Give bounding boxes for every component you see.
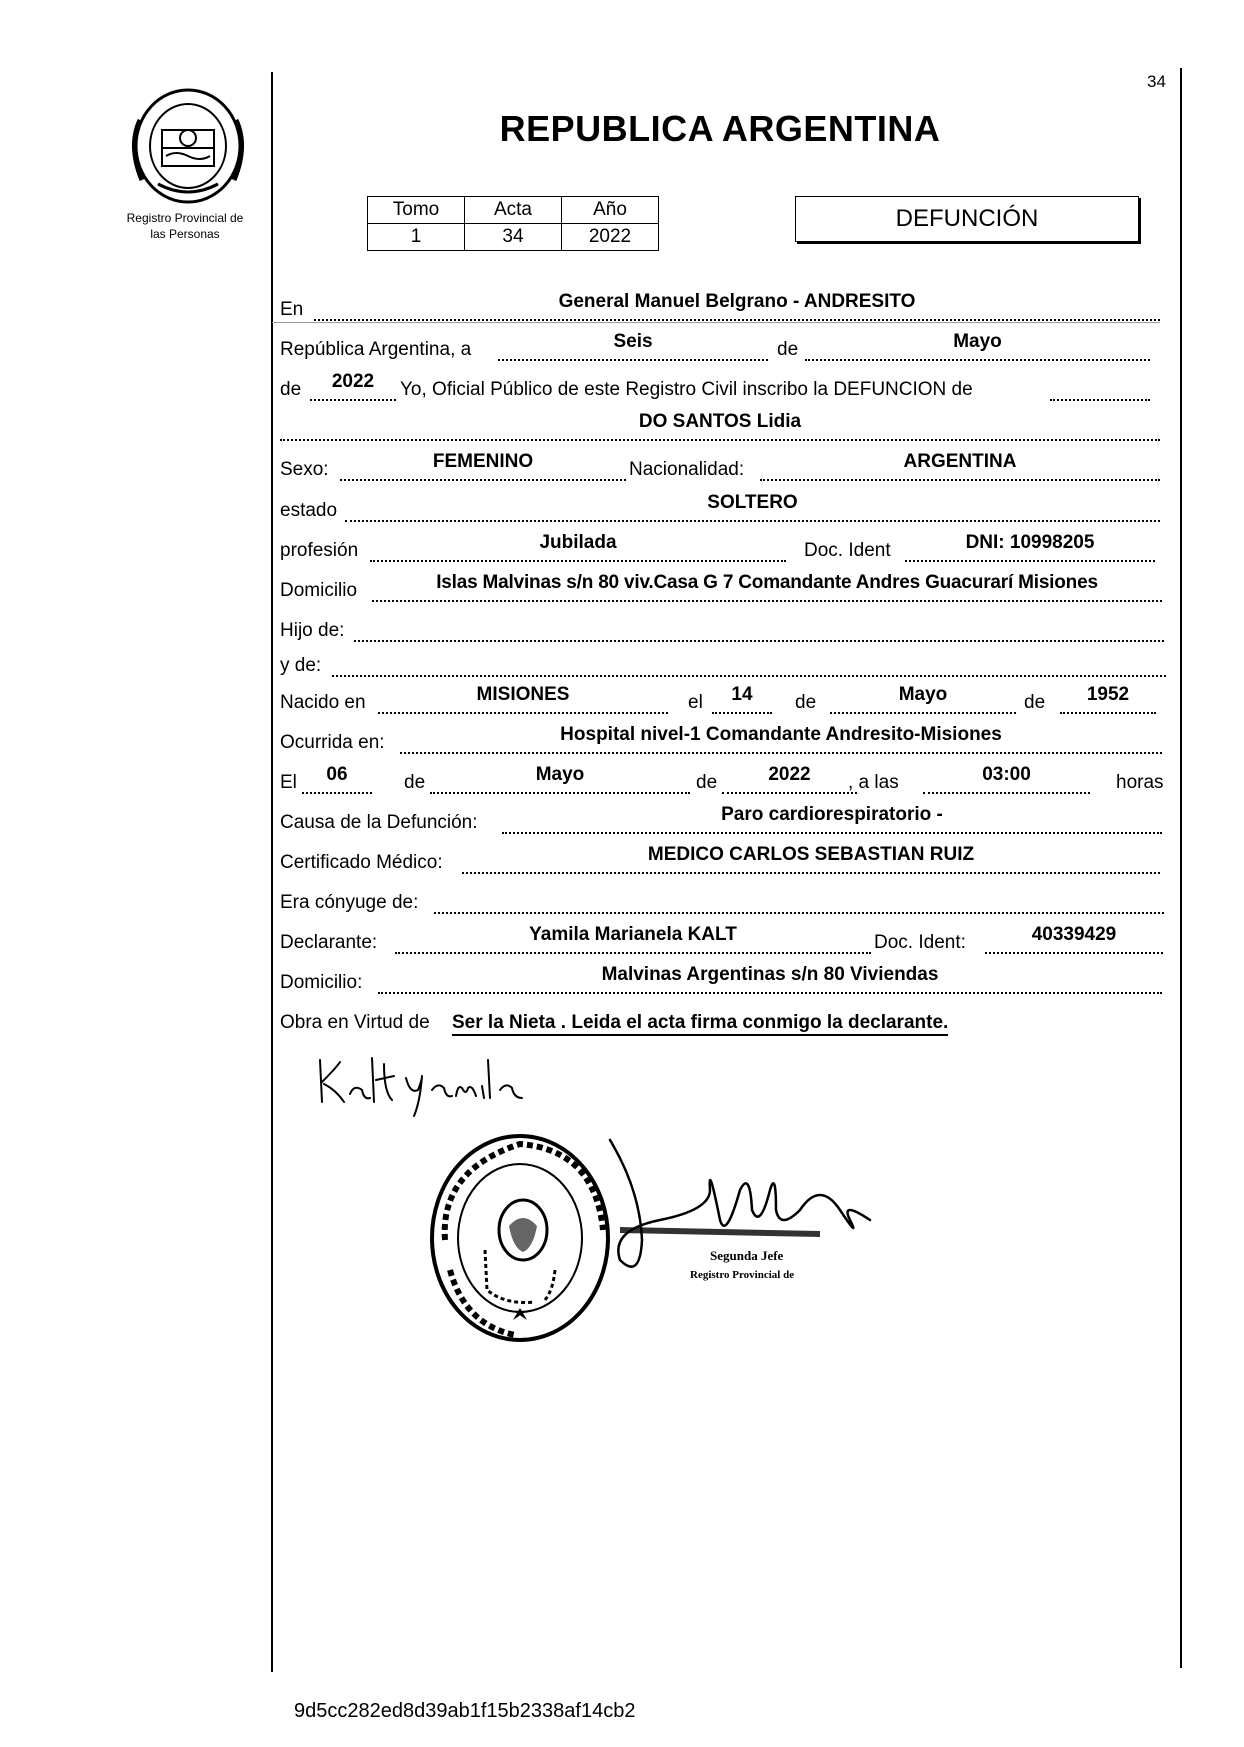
el-label: el xyxy=(688,692,703,713)
rep-label: República Argentina, a xyxy=(280,339,472,360)
nacido-label: Nacido en xyxy=(280,692,366,713)
deceased-name: DO SANTOS Lidia xyxy=(280,411,1160,441)
obra-label: Obra en Virtud de xyxy=(280,1012,430,1033)
declarante-doc-value: 40339429 xyxy=(985,924,1163,954)
profesion-value: Jubilada xyxy=(370,532,786,562)
ref-header-anio: Año xyxy=(562,197,659,224)
declarante-value: Yamila Marianela KALT xyxy=(395,924,871,954)
domicilio-label: Domicilio xyxy=(280,580,358,601)
de-label-2: de xyxy=(795,692,817,713)
estado-value: SOLTERO xyxy=(345,492,1160,522)
day-value: Seis xyxy=(498,331,768,361)
ref-value-acta: 34 xyxy=(465,224,562,251)
registry-name xyxy=(100,210,270,242)
hijo-value xyxy=(354,612,1164,642)
doc-label: Doc. Ident xyxy=(804,540,891,561)
birth-month: Mayo xyxy=(830,684,1016,714)
death-time: 03:00 xyxy=(923,764,1090,794)
en-label: En xyxy=(280,299,304,320)
doc-value: DNI: 10998205 xyxy=(905,532,1155,562)
birth-year: 1952 xyxy=(1060,684,1156,714)
domicilio-value: Islas Malvinas s/n 80 viv.Casa G 7 Comandante Andres Guacurarí Misiones xyxy=(372,572,1162,602)
yo-blank xyxy=(1050,371,1150,401)
document-title: REPUBLICA ARGENTINA xyxy=(499,108,941,149)
alas-label: , a las xyxy=(848,772,899,793)
conyuge-value xyxy=(434,884,1164,914)
hijo-label: Hijo de: xyxy=(280,620,345,641)
causa-value: Paro cardiorespiratorio - xyxy=(502,804,1162,834)
nacido-value: MISIONES xyxy=(378,684,668,714)
official-signature xyxy=(600,1130,900,1295)
declarant-signature xyxy=(310,1040,550,1125)
year-label: de xyxy=(280,379,302,400)
yde-label: y de: xyxy=(280,655,322,676)
ocurrida-label: Ocurrida en: xyxy=(280,732,385,753)
registry-name-line1: Registro Provincial de xyxy=(126,211,244,225)
declarante-doc-label: Doc. Ident: xyxy=(874,932,966,953)
yo-text: Yo, Oficial Público de este Registro Civil inscribo la DEFUNCION de xyxy=(400,379,973,400)
month-value: Mayo xyxy=(805,331,1150,361)
registry-reference-table xyxy=(367,196,659,251)
obra-value: Ser la Nieta . Leida el acta firma conmigo la declarante. xyxy=(452,1012,948,1036)
row-separator xyxy=(272,322,1160,323)
ref-value-anio: 2022 xyxy=(562,224,659,251)
certificado-value: MEDICO CARLOS SEBASTIAN RUIZ xyxy=(462,844,1160,874)
en-value: General Manuel Belgrano - ANDRESITO xyxy=(314,291,1160,321)
official-title: Segunda Jefe xyxy=(710,1248,784,1263)
de-label-4: de xyxy=(404,772,426,793)
profesion-label: profesión xyxy=(280,540,359,561)
ref-header-tomo: Tomo xyxy=(368,197,465,224)
horas-label: horas xyxy=(1116,772,1164,793)
province-seal-logo xyxy=(118,80,258,210)
left-margin-line xyxy=(271,72,273,1672)
el2-label: El xyxy=(280,772,297,793)
yde-value xyxy=(332,647,1166,677)
de-label-5: de xyxy=(696,772,718,793)
causa-label: Causa de la Defunción: xyxy=(280,812,478,833)
declarante-label: Declarante: xyxy=(280,932,378,953)
ref-value-tomo: 1 xyxy=(368,224,465,251)
official-stamp xyxy=(425,1130,615,1350)
estado-label: estado xyxy=(280,500,338,521)
death-year: 2022 xyxy=(722,764,857,794)
document-type-box: DEFUNCIÓN xyxy=(795,196,1139,242)
certificado-label: Certificado Médico: xyxy=(280,852,443,873)
ocurrida-value: Hospital nivel-1 Comandante Andresito-Misiones xyxy=(400,724,1162,754)
year-value: 2022 xyxy=(310,371,396,401)
nacionalidad-label: Nacionalidad: xyxy=(629,459,745,480)
declarante-domicilio-label: Domicilio: xyxy=(280,972,363,993)
death-month: Mayo xyxy=(430,764,690,794)
de-label: de xyxy=(777,339,799,360)
ref-header-acta: Acta xyxy=(465,197,562,224)
nacionalidad-value: ARGENTINA xyxy=(760,451,1160,481)
sexo-value: FEMENINO xyxy=(340,451,626,481)
sexo-label: Sexo: xyxy=(280,459,329,480)
de-label-3: de xyxy=(1024,692,1046,713)
conyuge-label: Era cónyuge de: xyxy=(280,892,419,913)
declarante-domicilio-value: Malvinas Argentinas s/n 80 Viviendas xyxy=(378,964,1162,994)
right-margin-line xyxy=(1180,68,1182,1668)
page-number: 34 xyxy=(1147,72,1166,91)
registry-name-line2: las Personas xyxy=(150,227,220,241)
death-day: 06 xyxy=(302,764,372,794)
birth-day: 14 xyxy=(712,684,772,714)
document-hash: 9d5cc282ed8d39ab1f15b2338af14cb2 xyxy=(294,1700,636,1722)
official-org: Registro Provincial de xyxy=(690,1269,795,1281)
